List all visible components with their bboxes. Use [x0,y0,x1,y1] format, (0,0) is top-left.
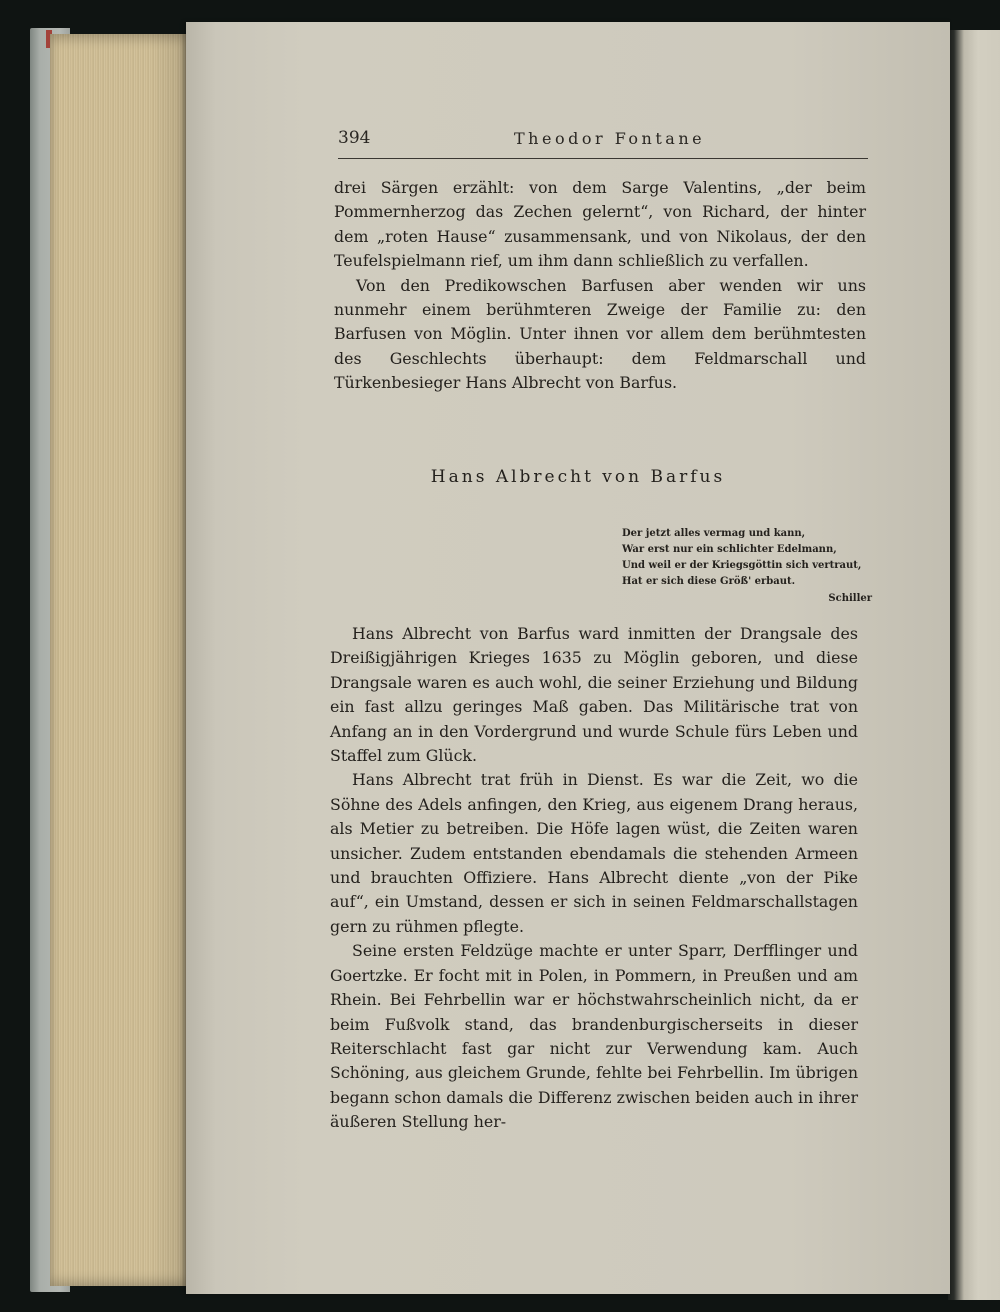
intro-paragraph: drei Särgen erzählt: von dem Sarge Valentins, „der beim Pommernherzog das Zechen gelernt“, von Richard, der hinter dem „roten Hause“ zusammensank, und von Nikolaus, der den Teufelspielmann rief, um ihm dann schließlich zu verfallen. [334,178,866,271]
intro-text [334,176,866,396]
page-header [338,126,868,159]
epigraph-line: War erst nur ein schlichter Edelmann, [622,544,837,555]
epigraph [622,526,872,607]
epigraph-line: Der jetzt alles vermag und kann, [622,528,806,539]
next-page-edge [948,30,1000,1300]
body-text [330,622,858,1135]
epigraph-line: Und weil er der Kriegsgöttin sich vertraut, [622,560,862,571]
book-page [186,22,950,1294]
body-paragraph: Seine ersten Feldzüge machte er unter Sparr, Derfflinger und Goertzke. Er focht mit in Polen, in Pommern, in Preußen und am Rhein. Bei Fehrbellin war er höchstwahrscheinlich nicht, da er beim Fußvolk stand, das brandenburgischerseits in dieser Reiterschlacht fast gar nicht zur Verwendung kam. Auch Schöning, aus gleichem Grunde, fehlte bei Fehrbellin. Im übrigen begann schon damals die Differenz zwischen beiden auch in ihrer äußeren Stellung her- [330,941,858,1132]
section-title: Hans Albrecht von Barfus [430,467,726,487]
body-paragraph: Hans Albrecht trat früh in Dienst. Es war die Zeit, wo die Söhne des Adels anfingen, den Krieg, aus eigenem Drang heraus, als Metier zu betreiben. Die Höfe lagen wüst, die Zeiten waren unsicher. Zudem entstanden ebendamals die stehenden Armeen und brauchten Offiziere. Hans Albrecht diente „von der Pike auf“, ein Umstand, dessen er sich in seinen Feldmarschallstagen gern zu rühmen pflegte. [330,770,858,936]
running-head: Theodor Fontane [514,129,706,148]
epigraph-author: Schiller [828,593,872,604]
page-block-shadow [150,34,190,1286]
page-number: 394 [338,128,371,148]
body-paragraph: Hans Albrecht von Barfus ward inmitten der Drangsale des Dreißigjährigen Krieges 1635 zu Möglin geboren, und diese Drangsale waren es auch wohl, die seiner Erziehung und Bildung ein fast allzu geringes Maß gaben. Das Militärische trat von Anfang an in den Vordergrund und wurde Schule fürs Leben und Staffel zum Glück. [330,624,858,766]
intro-paragraph: Von den Predikowschen Barfusen aber wenden wir uns nunmehr einem berühmteren Zweige der Familie zu: den Barfusen von Möglin. Unter ihnen vor allem dem berühmtesten des Geschlechts überhaupt: dem Feldmarschall und Türkenbesieger Hans Albrecht von Barfus. [334,275,866,393]
epigraph-line: Hat er sich diese Größ' erbaut. [622,576,796,587]
